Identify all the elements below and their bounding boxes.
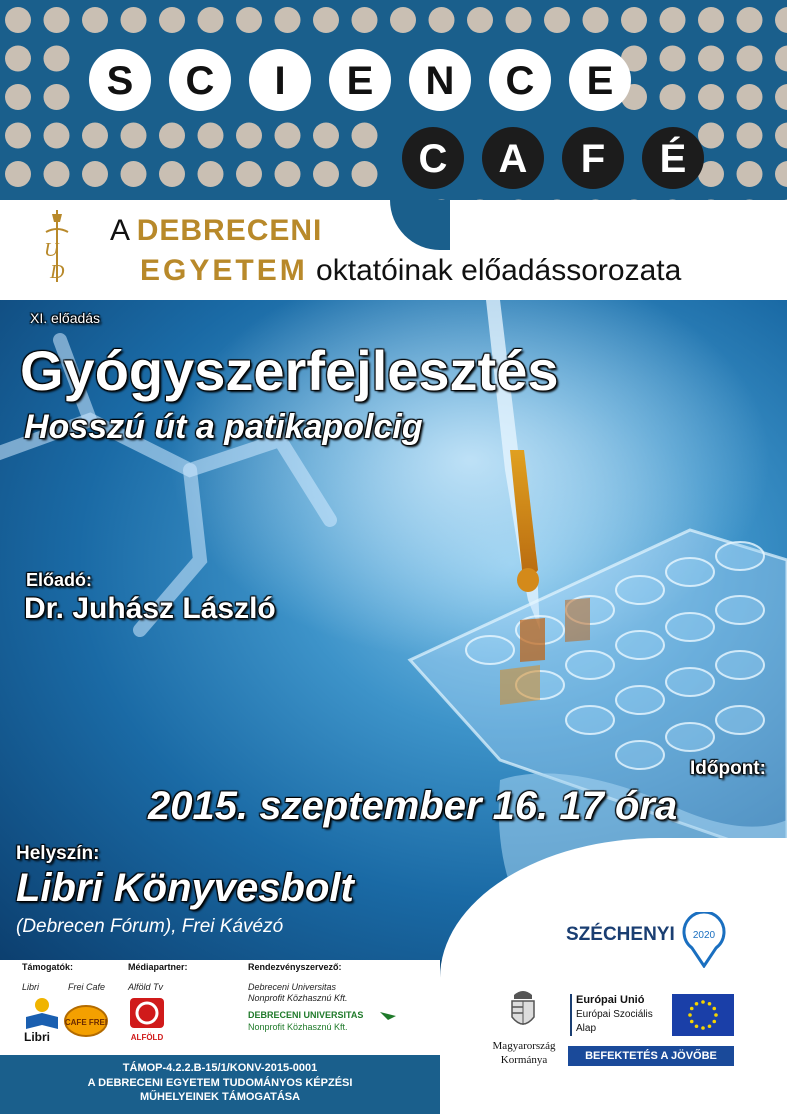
lecture-number: XI. előadás: [30, 310, 101, 326]
libri-logo: [22, 995, 62, 1043]
eu-star: [688, 1013, 692, 1017]
header-dot: [775, 46, 787, 72]
eu-star: [708, 1002, 712, 1006]
header-dot: [775, 84, 787, 110]
svg-text:É: É: [659, 137, 687, 181]
header-dot: [198, 7, 224, 33]
eu-divider: [570, 994, 572, 1036]
header-dot: [775, 7, 787, 33]
cafe-letter: [562, 127, 624, 189]
eu-star: [708, 1024, 712, 1028]
svg-text:DEBRECENI UNIVERSITAS: DEBRECENI UNIVERSITAS: [248, 1010, 364, 1020]
project-code: TÁMOP-4.2.2.B-15/1/KONV-2015-0001: [122, 1062, 318, 1074]
header-dot: [275, 123, 301, 149]
header-dot: [5, 84, 31, 110]
header-dot: [5, 46, 31, 72]
eu-fund-line1: Európai Szociális: [576, 1009, 653, 1020]
government-line2: Kormánya: [500, 1054, 548, 1066]
header-dot: [352, 161, 378, 187]
header-dot: [275, 7, 301, 33]
header-dot: [583, 7, 609, 33]
svg-text:Nonprofit Közhasznú Kft.: Nonprofit Közhasznú Kft.: [248, 1022, 348, 1032]
svg-text:I: I: [274, 59, 286, 103]
eu-star: [695, 1002, 699, 1006]
header-dot: [5, 161, 31, 187]
svg-text:A: A: [498, 137, 528, 181]
cafe-letter: [482, 127, 544, 189]
header-dot: [544, 7, 570, 33]
eu-star: [714, 1013, 718, 1017]
svg-text:2020: 2020: [692, 930, 716, 941]
location-label: Helyszín:: [16, 843, 100, 864]
header-dot: [236, 161, 262, 187]
header-dot: [5, 123, 31, 149]
science-letter: [89, 49, 151, 111]
header-dot: [313, 123, 339, 149]
eu-star: [690, 1007, 694, 1011]
venue-name: Libri Könyvesbolt: [16, 866, 354, 910]
header-dot: [698, 46, 724, 72]
header-dot: [352, 7, 378, 33]
svg-text:N: N: [425, 59, 455, 103]
debreceni-universitas-logo: [248, 1008, 398, 1034]
header-dot: [121, 123, 147, 149]
organizer-line1: Debreceni Universitas: [248, 982, 337, 992]
eu-flag-icon: [672, 994, 734, 1036]
cafe-letter: [402, 127, 464, 189]
header-dot: [698, 84, 724, 110]
eu-star: [695, 1024, 699, 1028]
eu-star: [701, 1026, 705, 1030]
header-dot: [737, 46, 763, 72]
header-dot: [121, 161, 147, 187]
header-dot: [236, 123, 262, 149]
venue-detail: (Debrecen Fórum), Frei Kávézó: [16, 916, 284, 937]
eu-star: [690, 1020, 694, 1024]
header-dot: [737, 7, 763, 33]
svg-text:S: S: [106, 59, 134, 103]
organizer-line2: Nonprofit Közhasznú Kft.: [248, 993, 348, 1003]
header-dot: [429, 7, 455, 33]
media-partner-alfold: Alföld Tv: [128, 982, 164, 992]
hungarian-coat-of-arms-icon: [498, 985, 548, 1035]
header-dot: [775, 161, 787, 187]
program-line1: A DEBRECENI EGYETEM TUDOMÁNYOS KÉPZÉSI: [87, 1077, 353, 1089]
svg-text:D: D: [50, 261, 65, 283]
header-dot: [198, 161, 224, 187]
science-letter: [489, 49, 551, 111]
header-dot: [467, 7, 493, 33]
svg-text:E: E: [586, 59, 614, 103]
header-dot: [275, 161, 301, 187]
header-dot: [660, 84, 686, 110]
government-line1: Magyarország: [492, 1040, 556, 1052]
svg-text:C: C: [418, 137, 448, 181]
header-dot: [44, 46, 70, 72]
eu-star: [701, 1000, 705, 1004]
cafe-letter: [642, 127, 704, 189]
header-dot: [121, 7, 147, 33]
header-dot: [159, 7, 185, 33]
science-letter: [569, 49, 631, 111]
svg-text:U: U: [44, 239, 59, 261]
header-dot: [737, 84, 763, 110]
speaker-label: Előadó:: [26, 570, 92, 590]
lecture-subtitle: Hosszú út a patikapolcig: [24, 408, 423, 446]
lecture-title: Gyógyszerfejlesztés: [20, 339, 559, 402]
svg-text:F: F: [580, 137, 606, 181]
header-dot: [313, 161, 339, 187]
series-title-line1: A DEBRECENI: [110, 214, 323, 247]
program-line2: MŰHELYEINEK TÁMOGATÁSA: [139, 1091, 301, 1103]
header-dot: [660, 46, 686, 72]
svg-text:E: E: [346, 59, 374, 103]
header-dot: [44, 123, 70, 149]
header-dot: [44, 161, 70, 187]
header-dot: [660, 7, 686, 33]
szechenyi-2020-badge: [682, 912, 726, 968]
time-label: Időpont:: [690, 758, 766, 779]
science-letter: [329, 49, 391, 111]
supporters-label: Támogatók:: [22, 962, 74, 972]
series-title-line2: EGYETEM oktatóinak előadássorozata: [140, 254, 682, 287]
header-dot: [737, 123, 763, 149]
header-dot: [621, 7, 647, 33]
szechenyi-label: SZÉCHENYI: [566, 924, 675, 945]
header-dot: [82, 161, 108, 187]
eu-fund-line2: Alap: [576, 1023, 597, 1034]
event-datetime: 2015. szeptember 16. 17 óra: [148, 784, 678, 828]
svg-text:C: C: [505, 59, 535, 103]
header-dot: [44, 84, 70, 110]
header-dot: [82, 123, 108, 149]
header-dot: [506, 7, 532, 33]
svg-text:C: C: [185, 59, 215, 103]
header-dot: [198, 123, 224, 149]
media-partner-label: Médiapartner:: [128, 962, 188, 972]
university-crest-icon: [40, 208, 74, 284]
cafe-frei-logo: [64, 1003, 108, 1039]
header-dot: [698, 123, 724, 149]
organizer-label: Rendezvényszervező:: [248, 962, 342, 972]
header-dot: [775, 123, 787, 149]
supporter-libri: Libri: [22, 982, 40, 992]
svg-text:CAFE FREI: CAFE FREI: [64, 1018, 108, 1027]
alfold-tv-logo: [128, 996, 166, 1044]
header-dot: [44, 7, 70, 33]
speaker-name: Dr. Juhász László: [24, 592, 276, 625]
science-letter: [409, 49, 471, 111]
svg-text:Libri: Libri: [24, 1030, 50, 1043]
science-letter: [169, 49, 231, 111]
eu-star: [712, 1020, 716, 1024]
header-dot: [390, 7, 416, 33]
eu-star: [712, 1007, 716, 1011]
header-dot: [5, 7, 31, 33]
header-banner: [0, 0, 787, 300]
science-letter: [249, 49, 311, 111]
header-dot: [82, 7, 108, 33]
header-dot: [698, 7, 724, 33]
supporter-frei-cafe: Frei Cafe: [68, 982, 106, 992]
header-dot: [159, 123, 185, 149]
header-dot: [737, 161, 763, 187]
eu-union-label: Európai Unió: [576, 994, 645, 1006]
header-dot: [352, 123, 378, 149]
header-dot: [313, 7, 339, 33]
invest-slogan: BEFEKTETÉS A JÖVŐBE: [568, 1046, 734, 1066]
header-dot: [236, 7, 262, 33]
header-dot: [159, 161, 185, 187]
svg-text:ALFÖLD: ALFÖLD: [130, 1033, 164, 1042]
